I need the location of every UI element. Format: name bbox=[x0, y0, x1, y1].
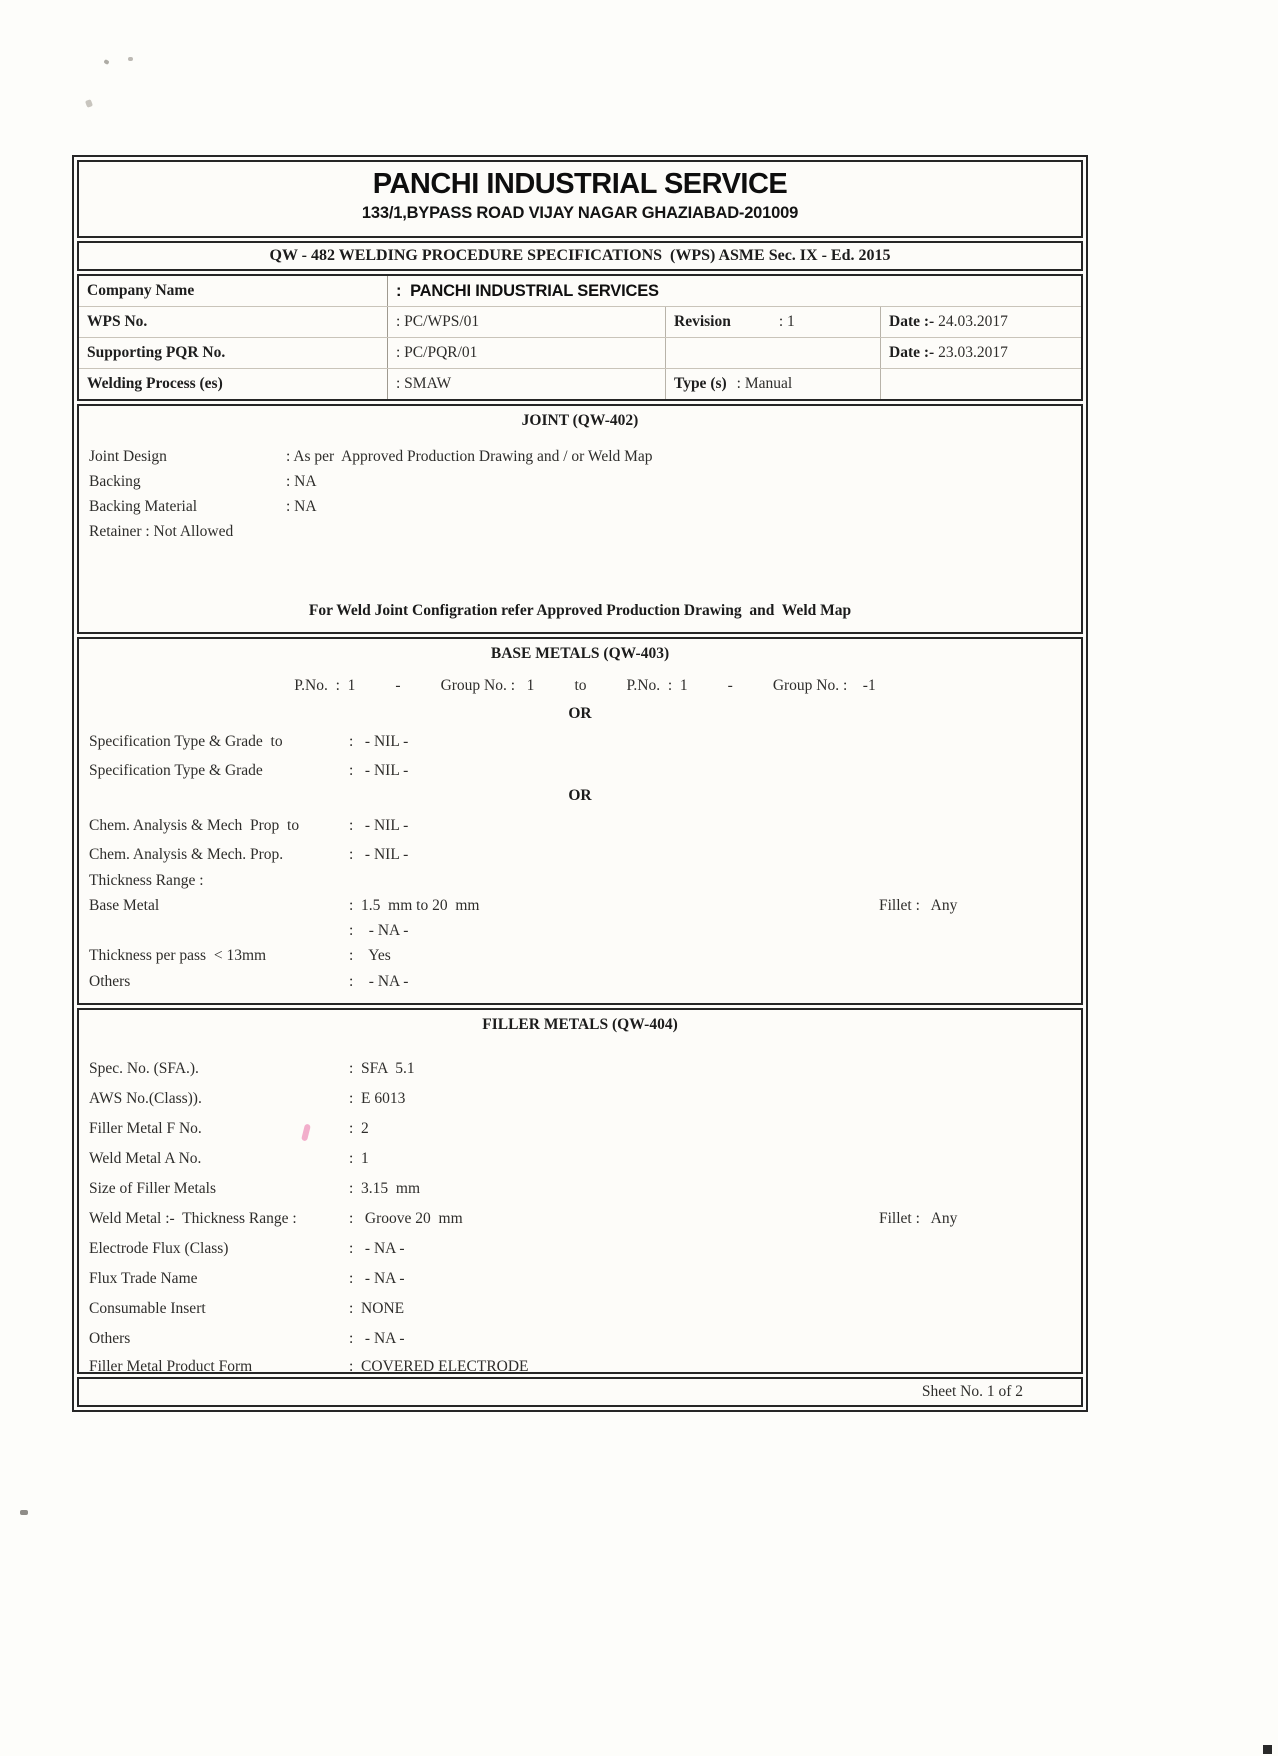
retainer-row: Retainer : Not Allowed bbox=[89, 523, 234, 540]
base-metals-section bbox=[77, 637, 1083, 1005]
joint-section bbox=[77, 404, 1083, 634]
consumable-insert-row: Consumable Insert : NONE bbox=[89, 1300, 405, 1317]
chem-analysis-to-row: Chem. Analysis & Mech Prop to : - NIL - bbox=[89, 816, 409, 834]
scan-speck bbox=[103, 59, 109, 65]
spec-grade-row: Specification Type & Grade : - NIL - bbox=[89, 761, 409, 779]
revision-cell: Revision : 1 bbox=[665, 307, 880, 337]
aws-class-row: AWS No.(Class)). : E 6013 bbox=[89, 1090, 406, 1107]
others-row: Others : - NA - bbox=[89, 1330, 405, 1347]
joint-design-row: Joint Design : As per Approved Production Drawing and / or Weld Map bbox=[89, 448, 653, 465]
filler-metals-title: FILLER METALS (QW-404) bbox=[482, 1016, 678, 1033]
scan-speck bbox=[85, 99, 93, 108]
table-row bbox=[79, 337, 1081, 368]
filler-size-row: Size of Filler Metals : 3.15 mm bbox=[89, 1180, 421, 1197]
base-metals-title: BASE METALS (QW-403) bbox=[490, 645, 670, 662]
sheet-number: Sheet No. 1 of 2 bbox=[921, 1383, 1023, 1400]
letterhead bbox=[77, 160, 1083, 238]
process-label-cell: Welding Process (es) bbox=[87, 375, 223, 392]
thickness-per-pass-row: Thickness per pass < 13mm : Yes bbox=[89, 947, 391, 964]
scan-speck bbox=[128, 57, 133, 61]
form-title: QW - 482 WELDING PROCEDURE SPECIFICATIONS (WPS) ASME Sec. IX - Ed. 2015 bbox=[269, 247, 891, 264]
fillet-value: Fillet : Any bbox=[879, 1210, 958, 1227]
scan-speck bbox=[20, 1510, 28, 1515]
type-cell: Type (s) : Manual bbox=[665, 369, 880, 399]
company-address: 133/1,BYPASS ROAD VIJAY NAGAR GHAZIABAD-201009 bbox=[361, 204, 799, 222]
fillet-value: Fillet : Any bbox=[879, 897, 958, 914]
table-row bbox=[79, 368, 1081, 399]
pno-group-row: P.No. : 1 - Group No. : 1 to P.No. : 1 - Group No. : -1 bbox=[294, 677, 876, 694]
joint-note: For Weld Joint Configration refer Approved Production Drawing and Weld Map bbox=[308, 602, 852, 619]
filler-f-no-row: Filler Metal F No. : 2 bbox=[89, 1120, 369, 1137]
or-divider: OR bbox=[568, 705, 592, 722]
company-name-label-cell: Company Name bbox=[87, 282, 195, 299]
footer-bar bbox=[77, 1377, 1083, 1407]
wps-document bbox=[72, 155, 1088, 1412]
company-title: PANCHI INDUSTRIAL SERVICE bbox=[372, 168, 788, 200]
empty-cell bbox=[665, 338, 880, 368]
thickness-range-header-row: Thickness Range : bbox=[89, 872, 204, 889]
filler-metals-rows bbox=[79, 1054, 1081, 1379]
form-title-bar bbox=[77, 241, 1083, 271]
electrode-flux-row: Electrode Flux (Class) : - NA - bbox=[89, 1240, 405, 1257]
weld-thickness-row: Weld Metal :- Thickness Range : : Groove 20 mm Fillet : Any bbox=[89, 1210, 958, 1227]
table-row bbox=[79, 276, 1081, 306]
base-metal-thickness-row: Base Metal : 1.5 mm to 20 mm Fillet : Any bbox=[89, 897, 958, 914]
backing-material-row: Backing Material : NA bbox=[89, 498, 317, 515]
company-name-value-cell: : PANCHI INDUSTRIAL SERVICES bbox=[387, 276, 1081, 306]
pqr-no-value-cell: : PC/PQR/01 bbox=[387, 338, 665, 368]
weld-a-no-row: Weld Metal A No. : 1 bbox=[89, 1150, 369, 1167]
na-row: : - NA - bbox=[349, 922, 409, 939]
backing-row: Backing : NA bbox=[89, 473, 317, 490]
joint-section-title: JOINT (QW-402) bbox=[521, 412, 639, 429]
or-divider: OR bbox=[568, 787, 592, 804]
date-cell: Date :- 24.03.2017 bbox=[880, 307, 1081, 337]
joint-rows bbox=[79, 444, 1081, 544]
pqr-no-label-cell: Supporting PQR No. bbox=[87, 344, 226, 361]
others-row: Others : - NA - bbox=[89, 973, 409, 990]
wps-no-value-cell: : PC/WPS/01 bbox=[387, 307, 665, 337]
product-form-row: Filler Metal Product Form : COVERED ELECTRODE bbox=[89, 1357, 529, 1375]
chem-analysis-row: Chem. Analysis & Mech. Prop. : - NIL - bbox=[89, 845, 409, 863]
wps-no-label-cell: WPS No. bbox=[87, 313, 148, 330]
date-cell: Date :- 23.03.2017 bbox=[880, 338, 1081, 368]
spec-grade-to-row: Specification Type & Grade to : - NIL - bbox=[89, 732, 409, 750]
flux-trade-name-row: Flux Trade Name : - NA - bbox=[89, 1270, 405, 1287]
table-row bbox=[79, 306, 1081, 337]
info-table bbox=[77, 274, 1083, 401]
sfa-row: Spec. No. (SFA.). : SFA 5.1 bbox=[89, 1060, 415, 1077]
scan-edge-artifact bbox=[1263, 1745, 1272, 1754]
empty-cell bbox=[880, 369, 1081, 399]
process-value-cell: : SMAW bbox=[387, 369, 665, 399]
filler-metals-section bbox=[77, 1008, 1083, 1374]
